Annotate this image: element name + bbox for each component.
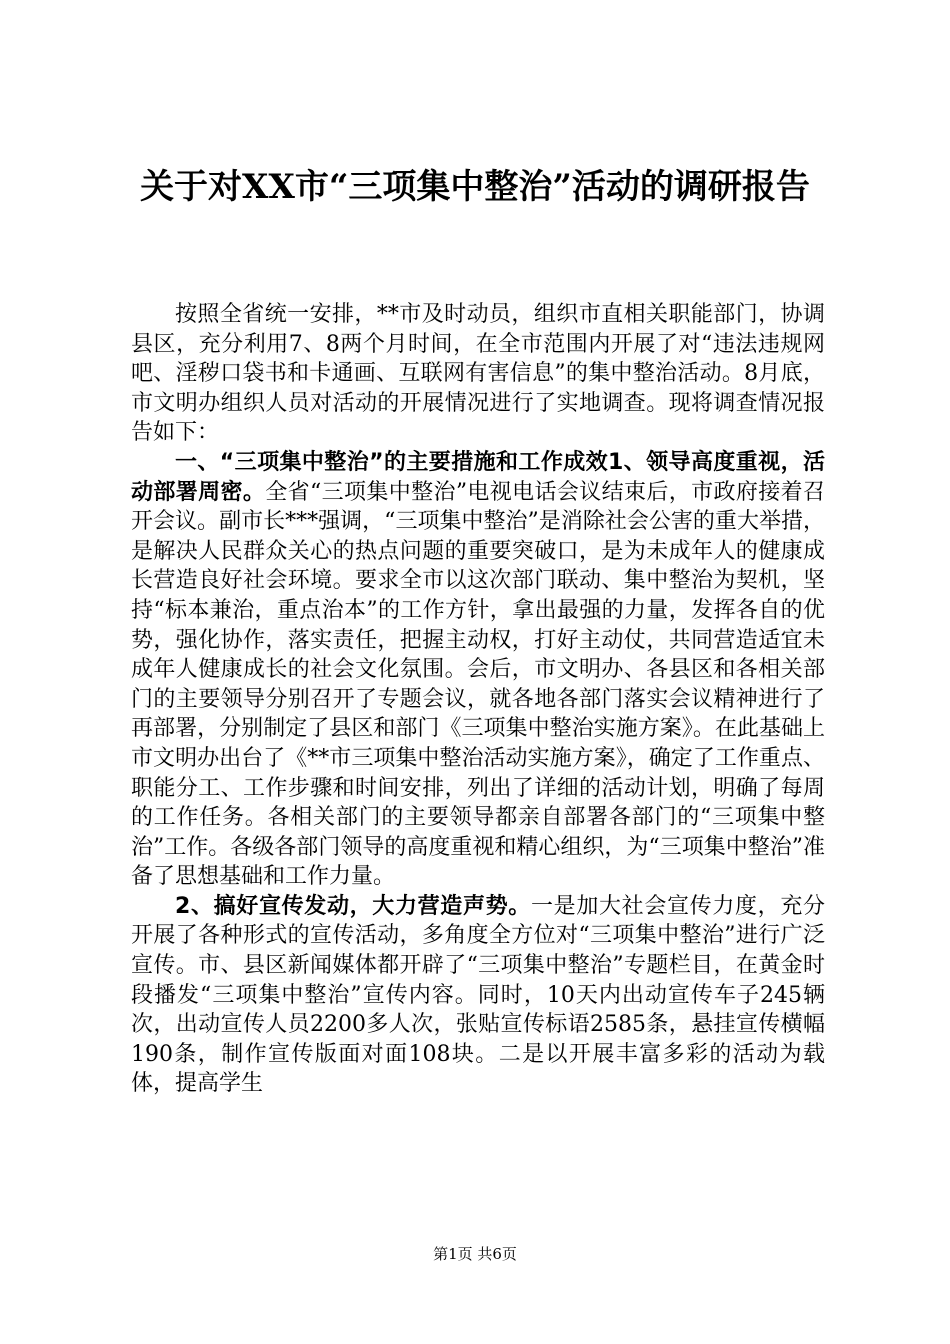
- paragraph-lead: 一、“三项集中整治”的主要措施和工作成效1、领导高度重视，活动部署周密。: [131, 449, 825, 505]
- paragraph-section-1: [131, 448, 825, 892]
- document-title: 关于对XX市“三项集中整治”活动的调研报告: [140, 167, 810, 207]
- paragraph-section-2: [131, 892, 825, 1099]
- paragraph-text: 一是加大社会宣传力度，充分开展了各种形式的宣传活动，多角度全方位对“三项集中整治”进行广泛宣传。市、县区新闻媒体都开辟了“三项集中整治”专题栏目，在黄金时段播发“三项集中整治”宣传内容。同时，10天内出动宣传车子245辆次，出动宣传人员2200多人次，张贴宣传标语2585条，悬挂宣传横幅190条，制作宣传版面对面108块。二是以开展丰富多彩的活动为载体，提高学生: [131, 893, 825, 1097]
- paragraph-text: 按照全省统一安排，**市及时动员，组织市直相关职能部门，协调县区，充分利用7、8两个月时间，在全市范围内开展了对“违法违规网吧、淫秽口袋书和卡通画、互联网有害信息”的集中整治活动。8月底，市文明办组织人员对活动的开展情况进行了实地调查。现将调查情况报告如下：: [131, 302, 825, 446]
- paragraph-lead: 2、搞好宣传发动，大力营造声势。: [175, 893, 531, 919]
- page-footer: 第1页 共6页: [433, 1245, 517, 1263]
- document-body: [131, 300, 825, 1099]
- paragraph-text: 全省“三项集中整治”电视电话会议结束后，市政府接着召开会议。副市长***强调，“三项集中整治”是消除社会公害的重大举措，是解决人民群众关心的热点问题的重要突破口，是为未成年人的健康成长营造良好社会环境。要求全市以这次部门联动、集中整治为契机，坚持“标本兼治，重点治本”的工作方针，拿出最强的力量，发挥各自的优势，强化协作，落实责任，把握主动权，打好主动仗，共同营造适宜未成年人健康成长的社会文化氛围。会后，市文明办、各县区和各相关部门的主要领导分别召开了专题会议，就各地各部门落实会议精神进行了再部署，分别制定了县区和部门《三项集中整治实施方案》。在此基础上市文明办出台了《**市三项集中整治活动实施方案》，确定了工作重点、职能分工、工作步骤和时间安排，列出了详细的活动计划，明确了每周的工作任务。各相关部门的主要领导都亲自部署各部门的“三项集中整治”工作。各级各部门领导的高度重视和精心组织，为“三项集中整治”准备了思想基础和工作力量。: [131, 479, 825, 890]
- paragraph-intro: [131, 300, 825, 448]
